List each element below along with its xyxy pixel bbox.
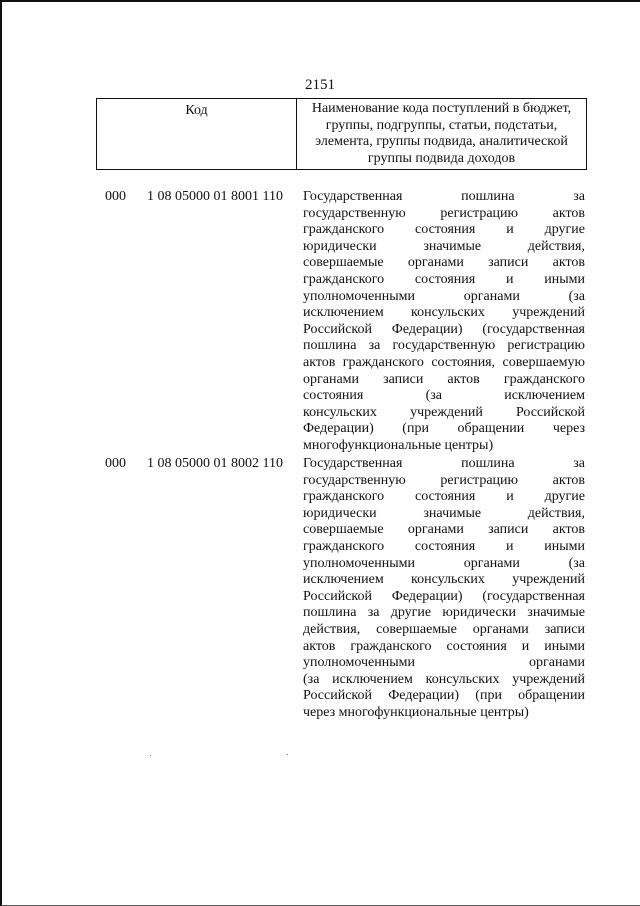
header-name-cell bbox=[297, 99, 586, 169]
description-line: исключением консульских учреждений bbox=[303, 572, 585, 588]
description-line: совершаемые органами записи актов bbox=[303, 255, 585, 271]
scan-speck bbox=[287, 754, 288, 755]
description-line: органами записи актов гражданского bbox=[303, 371, 585, 387]
row-prefix: 000 bbox=[105, 189, 126, 204]
description-line: Государственная пошлина за bbox=[303, 456, 585, 471]
description-line: уполномоченными органами (за bbox=[303, 288, 585, 304]
description-line: актов гражданского состояния и иными bbox=[303, 638, 585, 654]
description-line: актов гражданского состояния, совершаемую bbox=[303, 354, 585, 370]
description-line: Российской Федерации) (государственная bbox=[303, 588, 585, 604]
description-line: гражданского состояния и другие bbox=[303, 489, 585, 505]
table-header bbox=[96, 98, 587, 170]
row-description bbox=[303, 189, 585, 455]
header-name-line: группы, подгруппы, статьи, подстатьи, bbox=[325, 117, 558, 133]
row-code: 1 08 05000 01 8001 110 bbox=[147, 189, 283, 204]
description-line: исключением консульских учреждений bbox=[303, 305, 585, 321]
description-line: совершаемые органами записи актов bbox=[303, 522, 585, 538]
description-line: через многофункциональные центры) bbox=[303, 704, 529, 720]
description-line: уполномоченными органами (за bbox=[303, 555, 585, 571]
description-line: Российской Федерации) (при обращении bbox=[303, 688, 585, 704]
description-line: пошлина за другие юридически значимые bbox=[303, 605, 585, 621]
description-line: государственную регистрацию актов bbox=[303, 472, 585, 488]
row-description bbox=[303, 456, 585, 722]
header-name-line: элемента, группы подвида, аналитической bbox=[315, 134, 568, 149]
header-name-line: Наименование кода поступлений в бюджет, bbox=[311, 101, 572, 116]
description-line: уполномоченными органами bbox=[303, 655, 585, 671]
header-code-cell: Код bbox=[97, 99, 297, 169]
description-line: состояния (за исключением bbox=[303, 388, 585, 404]
description-line: Федерации) (при обращении через bbox=[303, 421, 585, 437]
row-code: 1 08 05000 01 8002 110 bbox=[147, 456, 283, 471]
description-line: действия, совершаемые органами записи bbox=[303, 621, 585, 637]
description-line: юридически значимые действия, bbox=[303, 238, 585, 254]
description-line: консульских учреждений Российской bbox=[303, 404, 585, 420]
description-line: многофункциональные центры) bbox=[303, 437, 494, 453]
header-name-line: группы подвида доходов bbox=[367, 150, 516, 166]
description-line: государственную регистрацию актов bbox=[303, 205, 585, 221]
scan-speck bbox=[150, 755, 151, 756]
row-prefix: 000 bbox=[105, 456, 126, 471]
description-line: Российской Федерации) (государственная bbox=[303, 321, 585, 337]
description-line: гражданского состояния и иными bbox=[303, 271, 585, 287]
description-line: гражданского состояния и иными bbox=[303, 538, 585, 554]
description-line: (за исключением консульских учреждений bbox=[303, 671, 585, 687]
description-line: пошлина за государственную регистрацию bbox=[303, 338, 585, 354]
description-line: гражданского состояния и другие bbox=[303, 222, 585, 238]
description-line: Государственная пошлина за bbox=[303, 189, 585, 204]
description-line: юридически значимые действия, bbox=[303, 505, 585, 521]
page-number: 2151 bbox=[305, 77, 335, 93]
